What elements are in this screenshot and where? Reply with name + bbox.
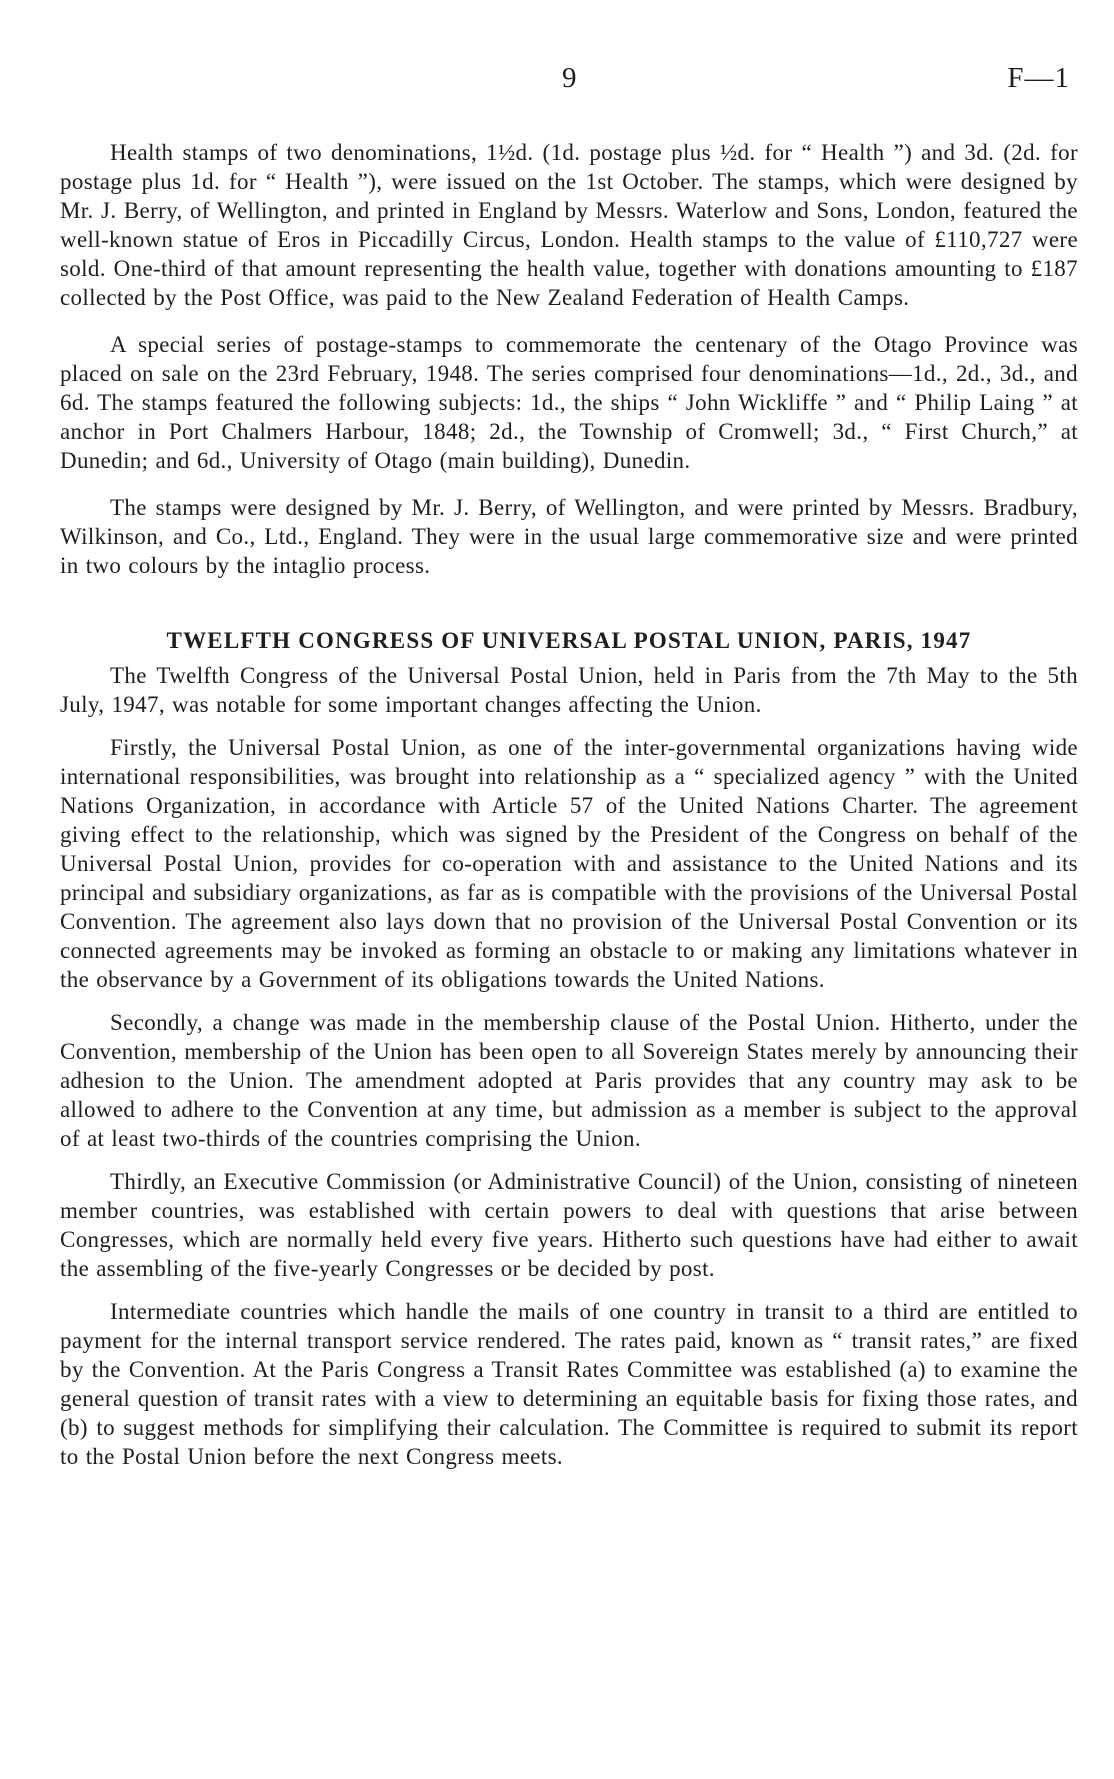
- paragraph-secondly: Secondly, a change was made in the membership clause of the Postal Union. Hitherto, under the Convention, membership of the Union has been open to all Sovereign States merely by announcing their adhesion to the Union. The amendment adopted at Paris provides that any country may ask to be allowed to adhere to the Convention at any time, but admission as a member is subject to the approval of at least two-thirds of the countries comprising the Union.: [60, 1010, 1078, 1151]
- section-heading: TWELFTH CONGRESS OF UNIVERSAL POSTAL UNION, PARIS, 1947: [166, 628, 972, 653]
- page-content: [60, 138, 1078, 1485]
- paragraph-congress-intro: The Twelfth Congress of the Universal Postal Union, held in Paris from the 7th May to the 5th July, 1947, was notable for some important changes affecting the Union.: [60, 663, 1078, 717]
- paragraph-thirdly: Thirdly, an Executive Commission (or Administrative Council) of the Union, consisting of nineteen member countries, was established with certain powers to deal with questions that arise between Congresses, which are normally held every five years. Hitherto such questions have had either to await the assembling of the five-yearly Congresses or be decided by post.: [60, 1169, 1078, 1281]
- page-reference: F—1: [1007, 62, 1070, 94]
- page-header: [0, 62, 1114, 102]
- paragraph-health-stamps: Health stamps of two denominations, 1½d. (1d. postage plus ½d. for “ Health ”) and 3d. (2d. for postage plus 1d. for “ Health ”), were issued on the 1st October. The stamps, which were designed by Mr. J. Berry, of Wellington, and printed in England by Messrs. Waterlow and Sons, London, featured the well-known statue of Eros in Piccadilly Circus, London. Health stamps to the value of £110,727 were sold. One-third of that amount representing the health value, together with donations amounting to £187 collected by the Post Office, was paid to the New Zealand Federation of Health Camps.: [60, 140, 1078, 310]
- page-number: 9: [562, 62, 577, 94]
- paragraph-stamp-design: The stamps were designed by Mr. J. Berry, of Wellington, and were printed by Messrs. Bradbury, Wilkinson, and Co., Ltd., England. They were in the usual large commemorative size and were printed in two colours by the intaglio process.: [60, 495, 1078, 578]
- paragraph-firstly: Firstly, the Universal Postal Union, as one of the inter-governmental organizations having wide international responsibilities, was brought into relationship as a “ specialized agency ” with the United Nations Organization, in accordance with Article 57 of the United Nations Charter. The agreement giving effect to the relationship, which was signed by the President of the Congress on behalf of the Universal Postal Union, provides for co-operation with and assistance to the United Nations and its principal and subsidiary organizations, as far as is compatible with the provisions of the Universal Postal Convention. The agreement also lays down that no provision of the Universal Postal Convention or its connected agreements may be invoked as forming an obstacle to or making any limitations whatever in the observance by a Government of its obligations towards the United Nations.: [60, 735, 1078, 992]
- paragraph-transit-rates: Intermediate countries which handle the mails of one country in transit to a third are entitled to payment for the internal transport service rendered. The rates paid, known as “ transit rates,” are fixed by the Convention. At the Paris Congress a Transit Rates Committee was established (a) to examine the general question of transit rates with a view to determining an equitable basis for fixing those rates, and (b) to suggest methods for simplifying their calculation. The Committee is required to submit its report to the Postal Union before the next Congress meets.: [60, 1299, 1078, 1469]
- paragraph-otago-centenary: A special series of postage-stamps to commemorate the centenary of the Otago Province was placed on sale on the 23rd February, 1948. The series comprised four denominations—1d., 2d., 3d., and 6d. The stamps featured the following subjects: 1d., the ships “ John Wickliffe ” and “ Philip Laing ” at anchor in Port Chalmers Harbour, 1848; 2d., the Township of Cromwell; 3d., “ First Church,” at Dunedin; and 6d., University of Otago (main building), Dunedin.: [60, 332, 1078, 473]
